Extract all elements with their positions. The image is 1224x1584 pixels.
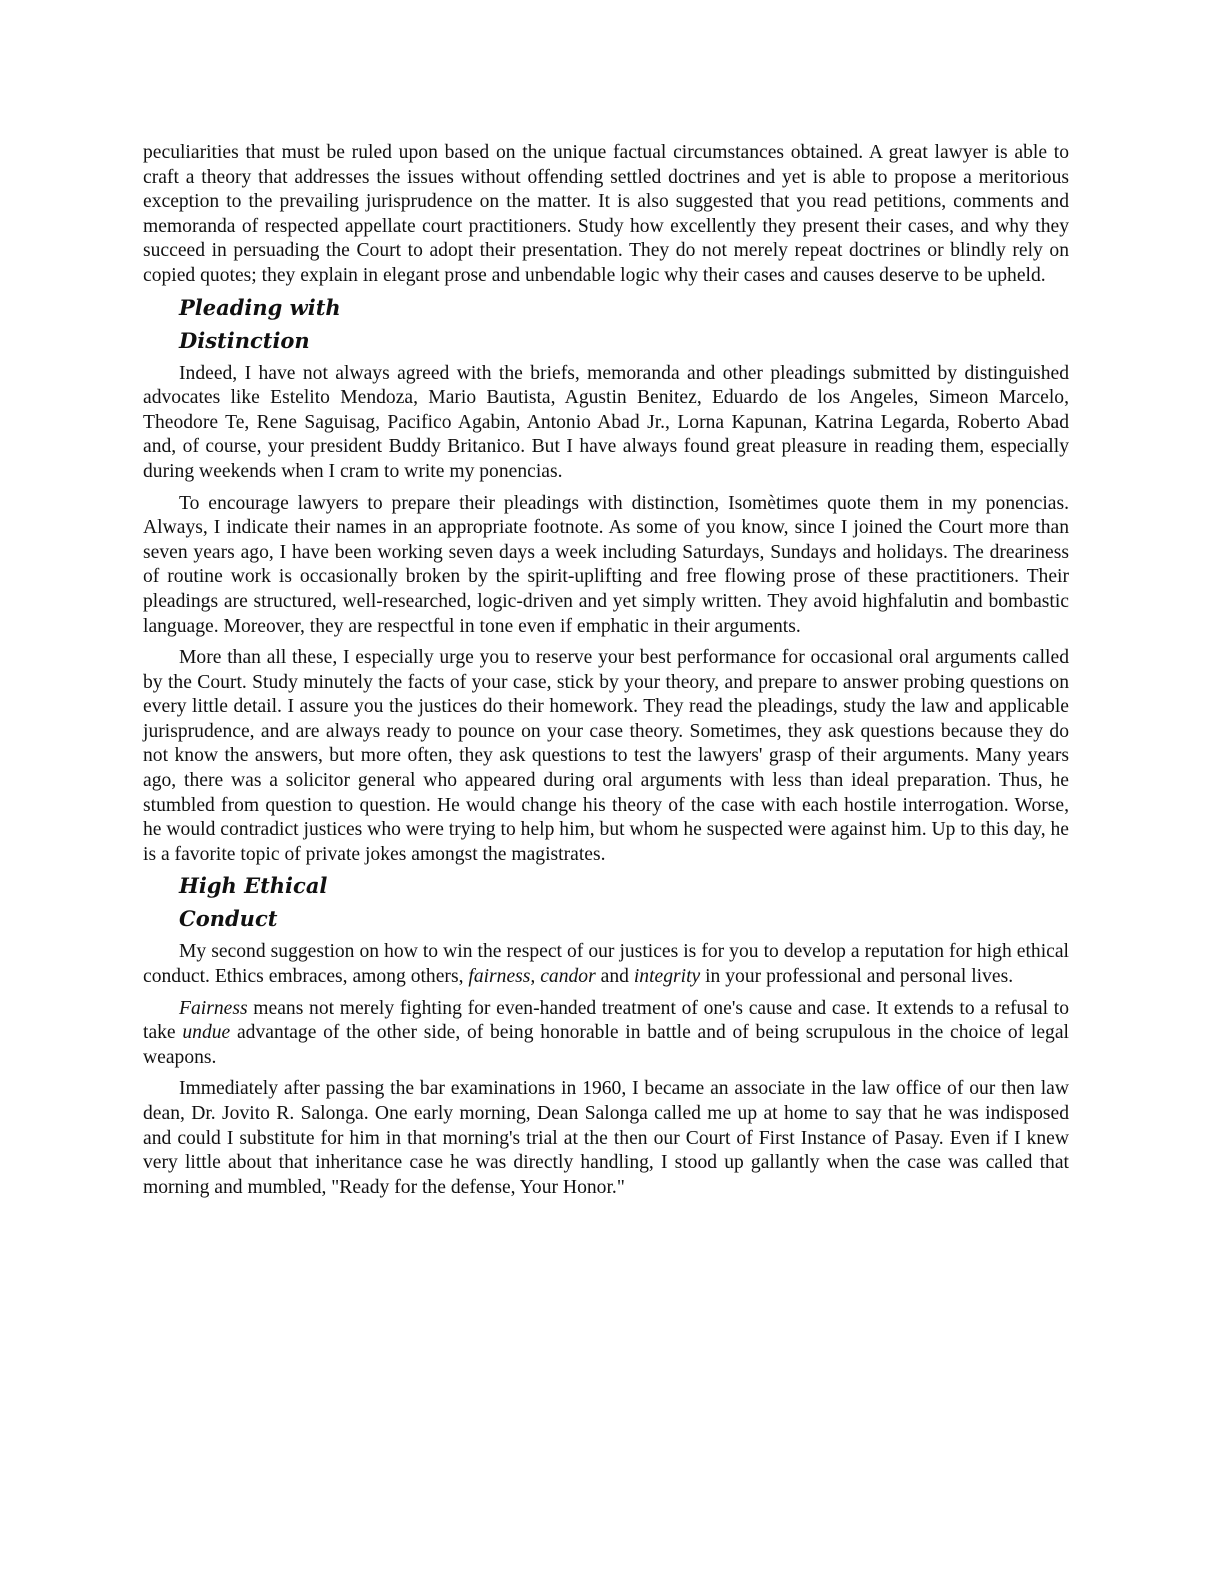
text-run: in your professional and personal lives.: [700, 966, 1014, 988]
heading-high-ethical: High Ethical: [179, 873, 328, 899]
document-page: [143, 141, 1069, 1207]
emphasis-fairness: Fairness: [179, 997, 248, 1019]
emphasis-integrity: integrity: [633, 966, 701, 988]
paragraph-second-suggestion: [143, 940, 1069, 989]
text-run: My second suggestion on how to win the respect of our justices is for you to develop a reputation for high ethical conduct. Ethics embraces, among others,: [143, 941, 1069, 988]
heading-distinction: Distinction: [179, 327, 310, 353]
paragraph-fairness: [143, 997, 1069, 1071]
paragraph-indeed: Indeed, I have not always agreed with the briefs, memoranda and other pleadings submitted by distinguished advocates like Estelito Mendoza, Mario Bautista, Agustin Benitez, Eduardo de los Angeles, Simeon Marcelo, Theodore Te, Rene Saguisag, Pacifico Agabin, Antonio Abad Jr., Lorna Kapunan, Katrina Legarda, Roberto Abad and, of course, your president Buddy Britanico. But I have always found great pleasure in reading them, especially during weekends when I cram to write my ponencias.: [143, 362, 1069, 482]
emphasis-undue: undue: [182, 1022, 231, 1044]
text-run: and: [595, 966, 634, 988]
text-run: advantage of the other side, of being honorable in battle and of being scrupulous in the choice of legal weapons.: [143, 1022, 1069, 1068]
heading-pleading-with: Pleading with: [179, 294, 341, 320]
paragraph-immediately: Immediately after passing the bar examinations in 1960, I became an associate in the law office of our then law dean, Dr. Jovito R. Salonga. One early morning, Dean Salonga called me up at home to say that he was indisposed and could I substitute for him in that morning's trial at the then our Court of First Instance of Pasay. Even if I knew very little about that inheritance case he was directly handling, I stood up gallantly when the case was called that morning and mumbled, "Ready for the defense, Your Honor.": [143, 1078, 1069, 1198]
emphasis-fairness-candor: fairness, candor: [468, 966, 596, 988]
paragraph-peculiarities: peculiarities that must be ruled upon based on the unique factual circumstances obtained. A great lawyer is able to craft a theory that addresses the issues without offending settled doctrines and yet is able to propose a meritorious exception to the prevailing jurisprudence on the matter. It is also suggested that you read petitions, comments and memoranda of respected appellate court practitioners. Study how excellently they present their cases, and why they succeed in persuading the Court to adopt their presentation. They do not merely repeat doctrines or blindly rely on copied quotes; they explain in elegant prose and unbendable logic why their cases and causes deserve to be upheld.: [143, 142, 1069, 286]
paragraph-oral-arguments: More than all these, I especially urge you to reserve your best performance for occasional oral arguments called by the Court. Study minutely the facts of your case, stick by your theory, and prepare to answer probing questions on every little detail. I assure you the justices do their homework. They read the pleadings, study the law and applicable jurisprudence, and are always ready to pounce on your case theory. Sometimes, they ask questions because they do not know the answers, but more often, they ask questions to test the lawyers' grasp of their arguments. Many years ago, there was a solicitor general who appeared during oral arguments with less than ideal preparation. Thus, he stumbled from question to question. He would change his theory of the case with each hostile interrogation. Worse, he would contradict justices who were trying to help him, but whom he suspected were against him. Up to this day, he is a favorite topic of private jokes amongst the magistrates.: [143, 647, 1069, 865]
heading-conduct: Conduct: [179, 906, 278, 932]
text-run: means not merely fighting for even-handed treatment of one's cause and case. It extends to a refusal to take: [143, 997, 1069, 1044]
paragraph-encourage-lawyers: To encourage lawyers to prepare their pleadings with distinction, Isomètimes quote them in my ponencias. Always, I indicate their names in an appropriate footnote. As some of you know, since I joined the Court more than seven years ago, I have been working seven days a week including Saturdays, Sundays and holidays. The dreariness of routine work is occasionally broken by the spirit-uplifting and free flowing prose of these practitioners. Their pleadings are structured, well-researched, logic-driven and yet simply written. They avoid highfalutin and bombastic language. Moreover, they are respectful in tone even if emphatic in their arguments.: [143, 492, 1069, 637]
